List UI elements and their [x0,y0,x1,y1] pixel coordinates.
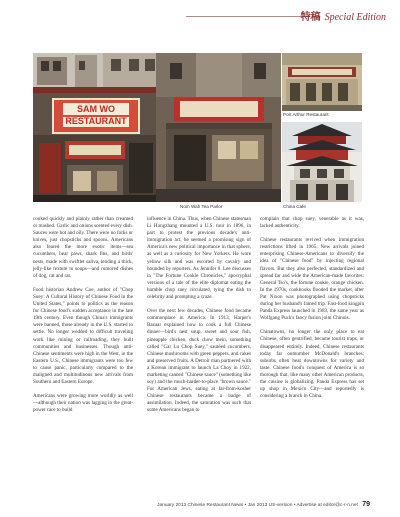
port-arthur-photo [282,53,362,111]
paragraph: influence in China. Thus, when Chinese statesman Li Hongzhang mounted a U.S. tour in 1896, in part to protest the previous decade's anti-immigration act, he seemed a promising sign of America's new political importance in that sphere, as well as a curiosity for New Yorkers. He wore yellow silk and was escorted by cavalry and hounded by reporters. As Jennifer 8. Lee discusses in "The Fortune Cookie Chronicles," apocryphal versions of a tale of the elite diplomat eating the humble chop suey circulated, tying the dish to celebrity and prompting a craze. [147,216,251,301]
article-column-1 [33,216,133,421]
section-header [186,8,386,24]
paragraph: Americans were growing more worldly as well—although their nation was lagging in the great-power race to build [33,393,133,414]
photo-caption-nom-wah: Nom Wah Tea Parlor [180,204,223,209]
paragraph: cooked quickly and plainly rather than creamed or mashed. Garlic and onions scented every dish. Sauces were hot and oily. There were no forks or knives, just chopsticks and spoons. Americans also feared the more exotic items—sea cucumbers, bear paws, shark fins, and birds' nests, made with swiftlet saliva, lending a thick, jelly-like texture to soups—and rumored dishes of dog, cat and rat. [33,216,134,279]
header-rule [186,16,308,17]
nom-wah-photo [156,53,281,202]
section-title-english: Special Edition [324,12,386,23]
photo-caption-port-arthur: Port Arthur Restaurant [283,112,329,117]
article-column-2 [147,216,251,422]
section-title-chinese: 特稿 [300,12,321,23]
paragraph: Over the next few decades, Chinese food became commonplace in America. In 1913, Harper's Bazaar explained how to cook a full Chinese dinner—bird's nest soup, sweet and sour fish, pineapple chicken, duck chow mein, something called "Gar Lu Chop Suey," sautéed cucumbers, Chinese mushrooms with green peppers, and cakes and preserved fruits. A Detroit man partnered with a Korean immigrant to launch La Choy in 1922, marketing canned "Chinese sauce" (something like soy) and the much-harder-to-place "brown sauce." For American Jews, eating at far-from-kosher Chinese restaurants became a badge of assimilation. Indeed, the saturation was such that some Americans began to [147,308,251,414]
china-cafe-photo [282,122,362,202]
page-number: 79 [362,501,370,508]
article-column-3 [260,216,364,407]
paragraph: Food historian Andrew Coe, author of "Chop Suey: A Cultural History of Chinese Food in the United States," points to politics as the reason for Chinese food's sudden acceptance in the late 19th century. Even though China's immigrants were banned, those already in the U.S. started to settle. No longer wedded to difficult traveling work like mining or railroading, they built communities and businesses. Though anti-Chinese sentiments were high in the West, in the Eastern U.S., Chinese immigrants were too few to cause panic, particularly compared to the maligned and multitudinous new arrivals from Southern and Eastern Europe. [33,286,133,386]
paragraph: Chinatowns, no longer the only place to eat Chinese, often gentrified, became tourist traps, or disappeared entirely. Indeed, Chinese restaurants today far outnumber McDonald's branches; suburbs often beat downtowns for variety and taste. Chinese food's conquest of America is so thorough that, like many other American products, the cuisine is globalizing. Panda Express has set up shop in Mexico City—and reportedly is considering a branch in China. [260,329,364,400]
page-footer [157,501,370,508]
section-title [301,8,386,23]
paragraph: Chinese restaurants revived when immigration restrictions lifted in 1965. New arrivals joined enterprising Chinese-Americans to diversify the idea of "Chinese food" by injecting regional flavors. But they also perfected, standardized and spread far and wide the American-made favorites: General Tso's, the fortune cookie, orange chicken. In the 1970s, cookbooks flooded the market, after Pat Nixon was photographed using chopsticks during her husband's famed trip. Fast-food kingpin Panda Express launched in 1983, the same year as Wolfgang Puck's fancy fusion joint Chinois. [260,237,364,322]
chinatown-street-photo [33,53,158,202]
restaurant-sign-text: SAM WO RESTAURANT [65,104,127,126]
photo-caption-china-cafe: China Cafe [283,204,306,209]
footer-text: January 2013 Chinese Restaurant News • Jan 2013 US-version • Advertise at editor@c-r-n.net [157,503,358,508]
paragraph: complain that chop suey, venerable as it was, lacked authenticity. [260,216,364,230]
